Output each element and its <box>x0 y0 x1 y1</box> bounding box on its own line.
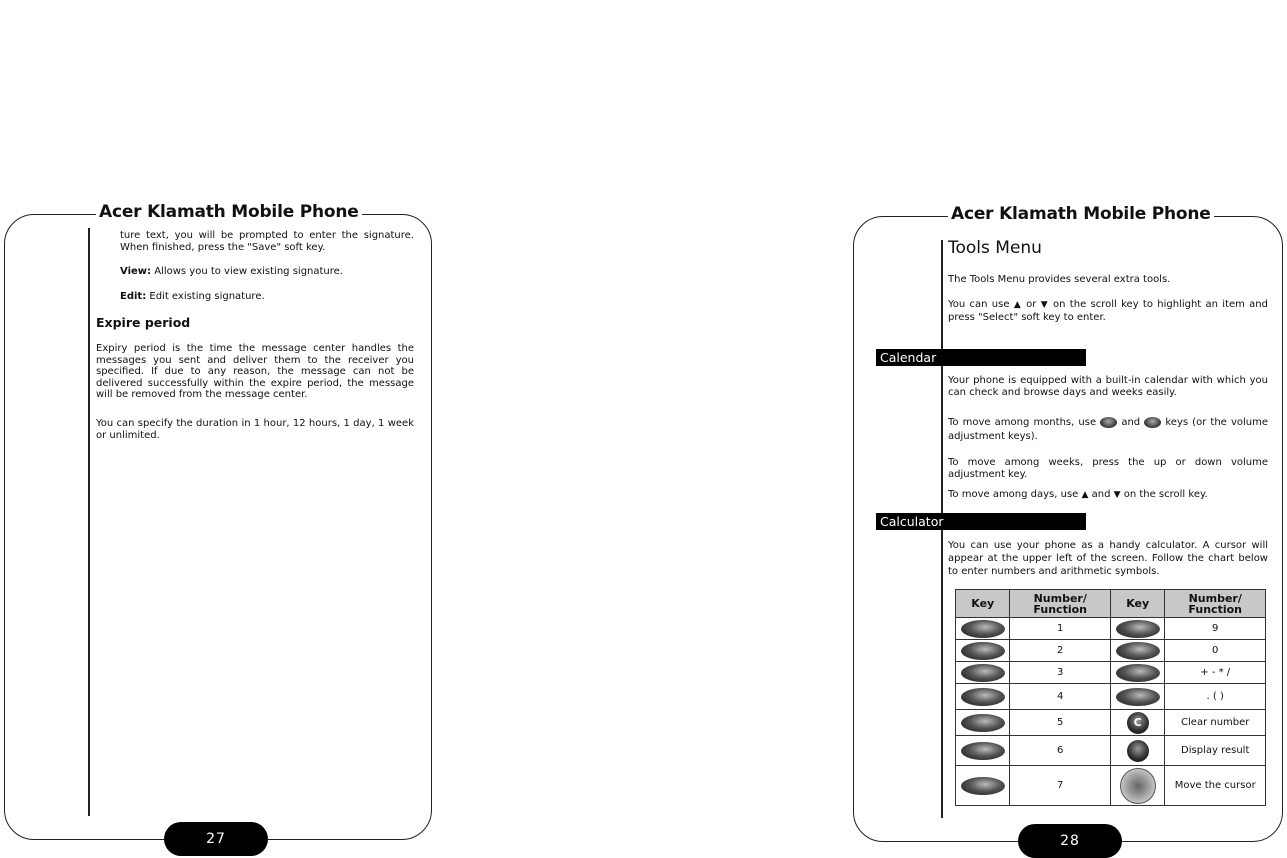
page-number-28: 28 <box>1018 824 1122 858</box>
scroll-text-a: You can use <box>948 299 1014 310</box>
col-header-key-1: Key <box>956 590 1010 618</box>
key-4-icon <box>961 688 1005 706</box>
function-cell: Clear number <box>1165 710 1266 736</box>
days-text-a: To move among days, use <box>948 489 1082 500</box>
col-header-function-2: Number/ Function <box>1165 590 1266 618</box>
days-text-b: on the scroll key. <box>1120 489 1208 500</box>
function-cell: 2 <box>1010 640 1111 662</box>
table-row <box>956 766 1266 806</box>
table-row <box>956 662 1266 684</box>
function-cell: 3 <box>1010 662 1111 684</box>
scroll-key-icon <box>1120 768 1156 804</box>
view-text: Allows you to view existing signature. <box>151 266 343 277</box>
table-row <box>956 684 1266 710</box>
up-arrow-icon: ▲ <box>1081 490 1089 500</box>
key-7-icon <box>961 777 1005 795</box>
months-text-a: To move among months, use <box>948 417 1101 428</box>
left-soft-key-icon <box>1100 417 1117 428</box>
key-hash-icon <box>1116 688 1160 706</box>
calendar-paragraph-2 <box>948 416 1268 444</box>
calculator-paragraph: You can use your phone as a handy calculator. A cursor will appear at the upper left of the screen. Follow the chart below to enter numbers and arithmetic symbols. <box>948 540 1268 577</box>
days-text-and: and <box>1088 489 1114 500</box>
page-27-header: Acer Klamath Mobile Phone <box>96 202 362 222</box>
page-27-margin-rule <box>88 228 90 816</box>
function-cell: . ( ) <box>1165 684 1266 710</box>
signature-paragraph: ture text, you will be prompted to enter the signature. When finished, press the "Save" soft key. <box>120 230 414 253</box>
key-star-icon <box>1116 664 1160 682</box>
calendar-section-bar: Calendar <box>876 349 1086 366</box>
col-header-function-1: Number/ Function <box>1010 590 1111 618</box>
table-row <box>956 618 1266 640</box>
function-cell: 5 <box>1010 710 1111 736</box>
months-text-b: keys (or the volume adjustment keys). <box>948 417 1268 442</box>
table-row <box>956 640 1266 662</box>
page-number-27: 27 <box>164 822 268 856</box>
expire-period-heading: Expire period <box>96 315 191 330</box>
key-6-icon <box>961 742 1005 760</box>
up-arrow-icon: ▲ <box>1013 300 1022 310</box>
edit-text: Edit existing signature. <box>146 291 265 302</box>
scroll-text-b: on the scroll key to highlight an item and press "Select" soft key to enter. <box>948 299 1268 323</box>
send-key-icon <box>1127 740 1149 762</box>
calendar-paragraph-1: Your phone is equipped with a built-in calendar with which you can check and browse days and weeks easily. <box>948 375 1268 398</box>
function-cell: + - * / <box>1165 662 1266 684</box>
key-1-icon <box>961 620 1005 638</box>
key-5-icon <box>961 714 1005 732</box>
key-2-icon <box>961 642 1005 660</box>
function-cell: 9 <box>1165 618 1266 640</box>
edit-label: Edit: <box>120 291 147 302</box>
page-28-header: Acer Klamath Mobile Phone <box>948 204 1214 224</box>
edit-item <box>120 291 414 303</box>
months-text-and: and <box>1117 417 1145 428</box>
view-label: View: <box>120 266 152 277</box>
right-soft-key-icon <box>1144 417 1161 428</box>
calculator-key-table <box>955 589 1266 806</box>
tools-menu-title: Tools Menu <box>948 238 1042 258</box>
table-row <box>956 710 1266 736</box>
key-0-icon <box>1116 642 1160 660</box>
calendar-paragraph-4 <box>948 489 1268 502</box>
down-arrow-icon: ▼ <box>1040 300 1049 310</box>
function-cell: 4 <box>1010 684 1111 710</box>
col-header-key-2: Key <box>1110 590 1164 618</box>
page-27-frame <box>4 214 432 840</box>
calendar-paragraph-3: To move among weeks, press the up or down volume adjustment key. <box>948 457 1268 480</box>
function-cell: 1 <box>1010 618 1111 640</box>
down-arrow-icon: ▼ <box>1113 490 1121 500</box>
function-cell: 7 <box>1010 766 1111 806</box>
scroll-text-or: or <box>1021 299 1041 310</box>
expire-period-paragraph: Expiry period is the time the message center handles the messages you sent and deliver them to the receiver you specified. If due to any reason, the message can not be delivered successfully within the expire period, the message will be removed from the message center. <box>96 343 414 400</box>
function-cell: Display result <box>1165 736 1266 766</box>
duration-paragraph: You can specify the duration in 1 hour, 12 hours, 1 day, 1 week or unlimited. <box>96 418 414 441</box>
clear-key-icon: C <box>1127 712 1149 734</box>
key-3-icon <box>961 664 1005 682</box>
calculator-section-bar: Calculator <box>876 513 1086 530</box>
view-item <box>120 266 414 278</box>
function-cell: 6 <box>1010 736 1111 766</box>
function-cell: Move the cursor <box>1165 766 1266 806</box>
table-row <box>956 736 1266 766</box>
function-cell: 0 <box>1165 640 1266 662</box>
key-9-icon <box>1116 620 1160 638</box>
tools-intro: The Tools Menu provides several extra tools. <box>948 274 1171 285</box>
tools-scroll-paragraph <box>948 299 1268 323</box>
